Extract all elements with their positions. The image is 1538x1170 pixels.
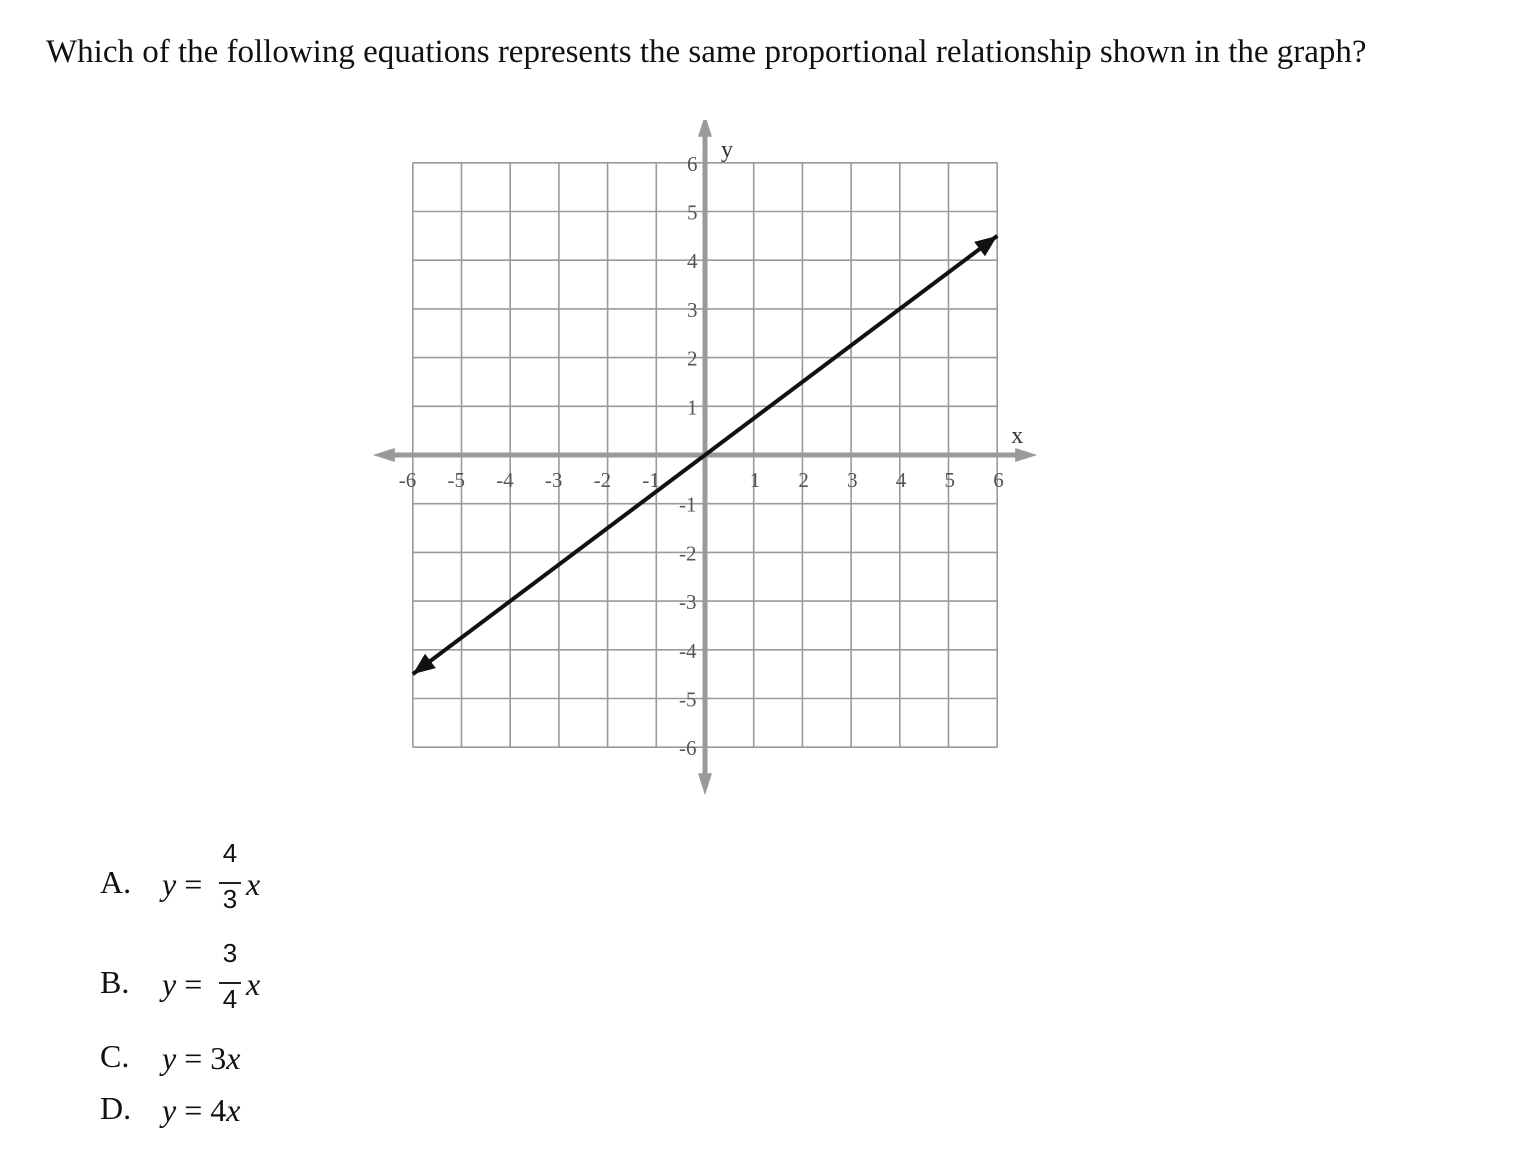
variable-y: y — [162, 1040, 177, 1076]
x-tick-label: -3 — [544, 468, 563, 492]
equals-sign: = — [176, 866, 203, 902]
choice-letter: D. — [100, 1090, 132, 1126]
variable-y: y — [162, 1092, 177, 1128]
equation — [162, 1092, 240, 1129]
x-tick-label: 2 — [798, 468, 809, 492]
equals-coefficient: = 4 — [176, 1092, 227, 1128]
fraction-numerator: 4 — [222, 838, 238, 868]
variable-x: x — [226, 1092, 241, 1128]
variable-x: x — [246, 866, 261, 902]
x-tick-label: -6 — [398, 468, 417, 492]
equation-lhs — [162, 866, 202, 903]
y-tick-label: 6 — [687, 151, 698, 176]
x-tick-label: 1 — [749, 468, 761, 492]
y-tick-label: 4 — [687, 249, 698, 274]
choice-letter: C. — [100, 1038, 130, 1074]
y-axis-label: y — [721, 136, 733, 163]
fraction-numerator: 3 — [222, 938, 238, 968]
x-tick-label: -5 — [447, 468, 465, 492]
variable-x: x — [246, 966, 261, 1002]
y-tick-label: -1 — [679, 492, 697, 517]
x-axis-arrow-left — [373, 448, 395, 462]
x-axis-arrow-right — [1015, 448, 1037, 462]
y-axis-arrow-up — [698, 120, 712, 137]
x-tick-label: 3 — [847, 468, 858, 492]
y-tick-label: -5 — [679, 687, 697, 712]
y-tick-label: -2 — [679, 541, 697, 566]
coordinate-graph — [360, 120, 1060, 810]
x-tick-label: -4 — [496, 468, 514, 492]
y-tick-label: -3 — [679, 590, 697, 615]
variable-y: y — [162, 966, 177, 1002]
fraction-denominator: 4 — [222, 984, 238, 1014]
x-tick-label: 4 — [895, 468, 907, 492]
variable-y: y — [162, 866, 177, 902]
y-tick-label: -6 — [679, 736, 697, 761]
line-arrow-start — [413, 654, 436, 674]
choice-letter: B. — [100, 964, 130, 1000]
choice-b[interactable] — [100, 940, 500, 1020]
line-arrow-end — [974, 236, 997, 256]
choice-d[interactable] — [100, 1090, 500, 1170]
x-tick-label: -2 — [593, 468, 612, 492]
fraction-denominator: 3 — [222, 884, 238, 914]
equation — [162, 1040, 240, 1077]
y-tick-label: 5 — [687, 200, 698, 225]
variable-x: x — [226, 1040, 241, 1076]
y-tick-label: 1 — [687, 395, 698, 420]
choice-letter: A. — [100, 864, 132, 900]
choice-a[interactable] — [100, 840, 500, 920]
y-tick-label: 2 — [687, 346, 698, 371]
y-tick-label: -4 — [679, 638, 697, 663]
x-tick-label: 5 — [944, 468, 955, 492]
y-tick-label: 3 — [687, 297, 698, 322]
x-tick-label: -1 — [642, 468, 660, 492]
equals-sign: = — [176, 966, 203, 1002]
y-axis-arrow-down — [698, 773, 712, 795]
x-axis-label: x — [1011, 423, 1024, 449]
axes — [373, 120, 1037, 795]
equation-lhs — [162, 966, 202, 1003]
x-tick-label: 6 — [993, 468, 1004, 492]
equals-coefficient: = 3 — [176, 1040, 227, 1076]
question-text: Which of the following equations represents the same proportional relationship shown in the graph? — [46, 34, 1367, 70]
